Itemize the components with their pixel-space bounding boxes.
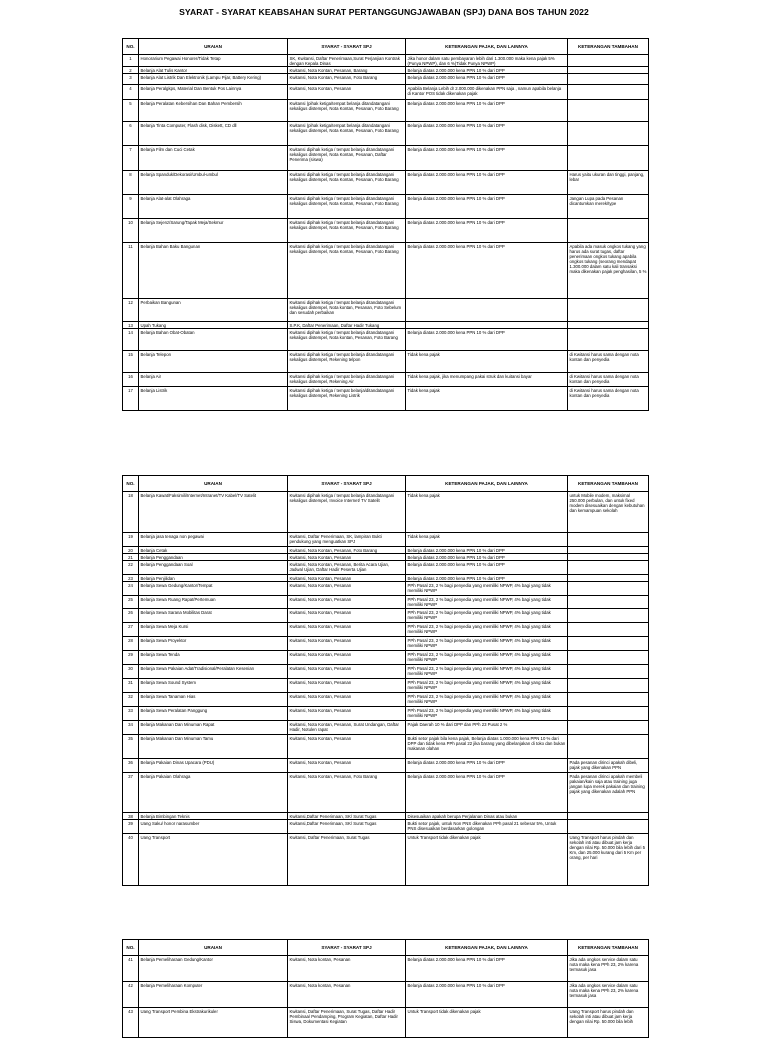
table-row	[123, 67, 649, 74]
cell-no: 22	[123, 561, 139, 575]
cell-keterangan-tambahan	[568, 651, 649, 665]
cell-keterangan-tambahan	[568, 735, 649, 759]
cell-keterangan-tambahan	[568, 679, 649, 693]
cell-keterangan-tambahan	[568, 637, 649, 651]
cell-syarat-spj: Kwitansi dipihak ketiga / tempat belanja ditandatangani sekaligus distempel, Nota kontan, Pesanan, Foto Sebelum dan sesudah perbaikan	[288, 299, 406, 322]
cell-keterangan-tambahan	[568, 665, 649, 679]
cell-keterangan-pajak: PPh Pasal 23, 2 % bagi penyedia yang memiliki NPWP, 4% bagi yang tidak memiliki NPWP	[406, 623, 568, 637]
cell-keterangan-pajak: Belanja diatas 2.000.000 kena PPN 10 % dari DPP	[406, 74, 568, 85]
cell-syarat-spj: Kwitansi, Nota Kontan, Pesanan	[288, 596, 406, 609]
cell-no: 23	[123, 575, 139, 582]
cell-keterangan-tambahan	[568, 547, 649, 554]
cell-keterangan-tambahan	[568, 707, 649, 721]
table-row	[123, 637, 649, 651]
cell-keterangan-pajak: Belanja diatas 2.000.000 kena PPN 10 % dari DPP	[406, 195, 568, 219]
table-row	[123, 834, 649, 886]
table-row	[123, 492, 649, 533]
cell-keterangan-pajak: Belanja diatas 2.000.000 kena PPN 10 % dari DPP	[406, 67, 568, 74]
cell-uraian: Perbaikan Bangunan	[139, 299, 288, 322]
cell-syarat-spj: Kwitansi, Nota Kontan, Pesanan	[288, 707, 406, 721]
cell-no: 37	[123, 773, 139, 813]
cell-no: 18	[123, 492, 139, 533]
cell-keterangan-tambahan	[568, 623, 649, 637]
cell-uraian: Belanja Peralatan Kebersihan Dan Bahan Pembersih	[139, 100, 288, 122]
cell-syarat-spj: Kwitansi,Daftar Penerimaan, SK/ Surat Tugas	[288, 820, 406, 834]
cell-keterangan-pajak: Disesuaikan apakah berupa Perjalanan Dinas atau bukan	[406, 813, 568, 820]
table-row	[123, 74, 649, 85]
table-row	[123, 219, 649, 243]
cell-keterangan-pajak: Tidak kena pajak	[406, 351, 568, 373]
cell-keterangan-tambahan	[568, 575, 649, 582]
cell-keterangan-pajak	[406, 299, 568, 322]
cell-uraian: Belanja Spanduk/Dekorasi/Umbul-umbul	[139, 171, 288, 195]
cell-keterangan-pajak: Belanja diatas 2.000.000 kena PPN 10 % dari DPP	[406, 759, 568, 773]
cell-no: 19	[123, 533, 139, 547]
table-row	[123, 956, 649, 982]
cell-no: 8	[123, 171, 139, 195]
table-row	[123, 85, 649, 100]
cell-syarat-spj: Kwitansi (pihak ketiga/tempat belanja ditandatangani sekaligus distempel, Nota Kontan, Pesanan, Foto Barang	[288, 122, 406, 146]
cell-uraian: Belanja Sewa Peralatan Panggung	[139, 707, 288, 721]
cell-keterangan-pajak: Belanja diatas 2.000.000 kena PPN 10 % dari DPP	[406, 773, 568, 813]
cell-syarat-spj: Kwitansi, Nota Kontan, Pesanan, Surat Undangan, Daftar Hadir, Notulen rapat	[288, 721, 406, 735]
cell-syarat-spj: Kwitansi dipihak ketiga / tempat belanja ditandatangani sekaligus distempel, Nota Kontan, Pesanan, Foto Barang	[288, 195, 406, 219]
spj-table-3	[122, 939, 649, 1038]
cell-no: 31	[123, 679, 139, 693]
cell-no: 15	[123, 351, 139, 373]
cell-uraian: Belanja Air	[139, 373, 288, 387]
cell-keterangan-pajak: Bukti setor pajak bila kena pajak, Belanja diatas 1.000.000 kena PPN 10 % dari DPP dan tidak kena PPh pasal 22 jika barang yang dibelanjakan di toko dan bukan makanan olahan	[406, 735, 568, 759]
table-row	[123, 554, 649, 561]
cell-keterangan-pajak: Belanja diatas 2.000.000 kena PPN 10 % dari DPP	[406, 100, 568, 122]
table-row	[123, 329, 649, 351]
cell-keterangan-pajak: Belanja diatas 2.000.000 kena PPN 10 % dari DPP	[406, 575, 568, 582]
table-row	[123, 582, 649, 596]
cell-uraian: Belanja Pakaian Dinas Upacara (PDU)	[139, 759, 288, 773]
cell-syarat-spj: Kwitansi, Nota Kontan, Pesanan	[288, 609, 406, 623]
table-row	[123, 351, 649, 373]
cell-uraian: Belanja Sewa Sound System	[139, 679, 288, 693]
cell-keterangan-pajak: PPh Pasal 23, 2 % bagi penyedia yang memiliki NPWP, 4% bagi yang tidak memiliki NPWP	[406, 707, 568, 721]
cell-keterangan-pajak: PPh Pasal 23, 2 % bagi penyedia yang memiliki NPWP, 4% bagi yang tidak memiliki NPWP	[406, 679, 568, 693]
cell-keterangan-pajak: Belanja diatas 2.000.000 kena PPN 10 % dari DPP	[406, 547, 568, 554]
cell-syarat-spj: Kwitansi dipihak ketiga / tempat belanja ditandatangani sekaligus distempel, Rekening telpon	[288, 351, 406, 373]
cell-keterangan-tambahan	[568, 820, 649, 834]
cell-no: 11	[123, 243, 139, 299]
header-uraian: URAIAN	[139, 476, 288, 492]
cell-syarat-spj: Kwitansi, Nota Kontan, Pesanan	[288, 85, 406, 100]
table-row	[123, 609, 649, 623]
table-row	[123, 596, 649, 609]
table-row	[123, 547, 649, 554]
cell-keterangan-tambahan: untuk Mobile modem, maksimal 250.000 perbulan, dan untuk fixed modem disesuaikan dengan kebutuhan dan kemampuan sekolah	[568, 492, 649, 533]
table-row	[123, 561, 649, 575]
cell-keterangan-tambahan	[568, 74, 649, 85]
cell-keterangan-tambahan: Pada pesanan dirinci apakah membeli pakaian/kain saja atau training juga jangan lupa merek pakaian dan training pajak yang dikenakan adalah PPN	[568, 773, 649, 813]
cell-keterangan-tambahan: Jika ada ongkos service dalam satu nota maka kena PPh 23, 2% karena termasuk jasa	[568, 982, 649, 1008]
table-row	[123, 623, 649, 637]
table-row	[123, 195, 649, 219]
cell-uraian: Belanja Peralgkps, Material Dan Bentuk Pos Lainnya	[139, 85, 288, 100]
cell-uraian: Belanja Alat-alat Olahraga	[139, 195, 288, 219]
cell-keterangan-pajak: Belanja diatas 2.000.000 kena PPN 10 % dari DPP	[406, 219, 568, 243]
cell-uraian: Belanja Penggandaan	[139, 554, 288, 561]
cell-no: 40	[123, 834, 139, 886]
cell-keterangan-pajak: Belanja diatas 2.000.000 kena PPN 10 % dari DPP	[406, 561, 568, 575]
cell-keterangan-tambahan: di Kwitansi harus sama dengan nota kontan dan penyedia	[568, 373, 649, 387]
cell-uraian: Belanja Bimbingan Teknis	[139, 813, 288, 820]
cell-uraian: Belanja Makanan Dan Minuman Rapat	[139, 721, 288, 735]
header-keterangan-tambahan: KETERANGAN TAMBAHAN	[568, 940, 649, 956]
cell-no: 1	[123, 55, 139, 67]
cell-keterangan-pajak: Tidak kena pajak	[406, 387, 568, 411]
cell-uraian: Uang Transport	[139, 834, 288, 886]
cell-keterangan-tambahan	[568, 561, 649, 575]
cell-keterangan-tambahan	[568, 219, 649, 243]
cell-keterangan-pajak: Belanja diatas 2.000.000 kena PPN 10 % dari DPP	[406, 956, 568, 982]
cell-keterangan-pajak: PPh Pasal 23, 2 % bagi penyedia yang memiliki NPWP, 4% bagi yang tidak memiliki NPWP	[406, 596, 568, 609]
cell-no: 26	[123, 609, 139, 623]
cell-keterangan-tambahan	[568, 146, 649, 171]
cell-keterangan-tambahan: Pada pesanan dirinci apakah dibeli, pajak yang dikenakan PPN	[568, 759, 649, 773]
cell-syarat-spj: Kwitansi dipihak ketiga / tempat belanja ditandatangani sekaligus distempel, Nota Kontan, Pesanan, Daftar Penerima (siswa)	[288, 146, 406, 171]
cell-no: 4	[123, 85, 139, 100]
cell-keterangan-tambahan: di Kwitansi harus sama dengan nota kontan dan penyedia	[568, 351, 649, 373]
cell-uraian: Belanja Cetak	[139, 547, 288, 554]
cell-keterangan-pajak: PPh Pasal 23, 2 % bagi penyedia yang memiliki NPWP, 4% bagi yang tidak memiliki NPWP	[406, 582, 568, 596]
cell-uraian: Belanja Listrik	[139, 387, 288, 411]
header-syarat: SYARAT - SYARAT SPJ	[288, 476, 406, 492]
cell-keterangan-pajak: PPh Pasal 23, 2 % bagi penyedia yang memiliki NPWP, 4% bagi yang tidak memiliki NPWP	[406, 609, 568, 623]
cell-uraian: Belanja Sewa Tanaman Hias	[139, 693, 288, 707]
header-uraian: URAIAN	[139, 940, 288, 956]
cell-keterangan-tambahan	[568, 596, 649, 609]
table-row	[123, 982, 649, 1008]
cell-uraian: Belanja Sewa Meja Kursi	[139, 623, 288, 637]
cell-no: 32	[123, 693, 139, 707]
table-row	[123, 533, 649, 547]
cell-keterangan-tambahan: Jika ada ongkos service dalam satu nota maka kena PPh 23, 2% karena termasuk jasa	[568, 956, 649, 982]
cell-syarat-spj: Kwitansi, Nota Kontan, Pesanan	[288, 665, 406, 679]
spj-table-1	[122, 38, 649, 411]
cell-keterangan-pajak: Apabila Belanja Lebih dr 2.000.000 dikenakan PPN saja , namun apabila belanja di Kantor POS tidak dikenakan pajak	[406, 85, 568, 100]
cell-no: 30	[123, 665, 139, 679]
table-row	[123, 299, 649, 322]
cell-syarat-spj: Kwitansi dipihak ketiga / tempat belanja ditandatangani sekaligus distempel, Nota Kontan, Pesanan, Foto Barang	[288, 219, 406, 243]
cell-keterangan-tambahan	[568, 721, 649, 735]
cell-uraian: Belanja Sewa Proyektor	[139, 637, 288, 651]
cell-uraian: Belanja Sewa Sarana Mobilitas Darat	[139, 609, 288, 623]
cell-uraian: Belanja Penjilidan	[139, 575, 288, 582]
cell-keterangan-pajak: PPh Pasal 23, 2 % bagi penyedia yang memiliki NPWP, 4% bagi yang tidak memiliki NPWP	[406, 651, 568, 665]
cell-syarat-spj: Kwitansi, Nota Kontan, Pesanan, Berita Acara Ujian, Jadwal Ujian, Daftar Hadir Peserta Ujian	[288, 561, 406, 575]
header-keterangan-pajak: KETERANGAN PAJAK, DAN LAINNYA	[406, 39, 568, 55]
table-row	[123, 693, 649, 707]
cell-no: 35	[123, 735, 139, 759]
cell-keterangan-tambahan: Harus yaitu ukuran dan tinggi, panjang, lebar	[568, 171, 649, 195]
cell-uraian: Belanja Pemeliharaan Gedung/Kantor	[139, 956, 288, 982]
cell-syarat-spj: Kwitansi, Nota Kontan, Pesanan, Foto Barang	[288, 74, 406, 85]
cell-keterangan-tambahan: Uang Transport harus pindah dan sekolah inti atau dibuat jam kerja dengan nilai Rp. 50.000 bila lebih	[568, 1008, 649, 1038]
cell-keterangan-tambahan	[568, 329, 649, 351]
cell-keterangan-pajak: PPh Pasal 23, 2 % bagi penyedia yang memiliki NPWP, 4% bagi yang tidak memiliki NPWP	[406, 665, 568, 679]
header-no: NO.	[123, 39, 139, 55]
cell-keterangan-pajak: Belanja diatas 2.000.000 kena PPN 10 % dari DPP	[406, 329, 568, 351]
cell-keterangan-pajak: Jika honor dalam satu pembayaran lebih dari 1.300.000 maka kena pajak 5%(Punya NPWP), dan 6 %(Tidak Punya NPWP)	[406, 55, 568, 67]
cell-no: 39	[123, 820, 139, 834]
cell-keterangan-pajak: Tidak kena pajak	[406, 492, 568, 533]
cell-no: 34	[123, 721, 139, 735]
cell-no: 16	[123, 373, 139, 387]
cell-syarat-spj: Kwitansi, Nota Kontan, Pesanan, Barang	[288, 67, 406, 74]
cell-syarat-spj: Kwitansi, Nota Kontan, Pesanan, Foto Barang	[288, 547, 406, 554]
cell-keterangan-tambahan: di Kwitansi harus sama dengan nota kontan dan penyedia	[568, 387, 649, 411]
cell-syarat-spj: Kwitansi dipihak ketiga / tempat belanja ditandatangani sekaligus distempel, Nota kontan, Pesanan, Foto Barang	[288, 329, 406, 351]
header-no: NO.	[123, 476, 139, 492]
cell-syarat-spj: SK, Kwitansi, Daftar Penerimaan,Surat Perjanjian Kontrak dengan Kepala Dinas	[288, 55, 406, 67]
table-row	[123, 146, 649, 171]
cell-syarat-spj: Kwitansi,Daftar Penerimaan, SK/ Surat Tugas	[288, 813, 406, 820]
cell-no: 7	[123, 146, 139, 171]
cell-uraian: Belanja Bahan Baku Bangunan	[139, 243, 288, 299]
cell-keterangan-tambahan	[568, 122, 649, 146]
cell-keterangan-tambahan	[568, 85, 649, 100]
cell-keterangan-tambahan: Apabila ada masuk ongkos tukang yang harus ada surat tugas, daftar penerimaan ongkos tukang apabila ongkos tukang (seorang mendapat 1.300.000 dalam satu kali transaksi maka dikenakan pajak penghasilan, 5 %	[568, 243, 649, 299]
cell-keterangan-pajak: Belanja diatas 2.000.000 kena PPN 10 % dari DPP	[406, 982, 568, 1008]
cell-syarat-spj: Kwitansi, Nota Kontan, Pesanan	[288, 637, 406, 651]
cell-uraian: Belanja Telepon	[139, 351, 288, 373]
cell-keterangan-pajak	[406, 322, 568, 329]
cell-uraian: Belanja Sewa Gedung/Kantor/Tempat	[139, 582, 288, 596]
cell-no: 28	[123, 637, 139, 651]
cell-keterangan-pajak: Belanja diatas 2.000.000 kena PPN 10 % dari DPP	[406, 171, 568, 195]
cell-keterangan-tambahan	[568, 533, 649, 547]
table-row	[123, 679, 649, 693]
cell-syarat-spj: Kwitansi, Daftar Penerimaan, Surat Tugas, Daftar Hadir Pembinaa/ Pendamping, Program Kegiatan, Daftar Hadir Siswa, Dokumentasi Kegiatan	[288, 1008, 406, 1038]
spj-table-2	[122, 475, 649, 886]
header-no: NO.	[123, 940, 139, 956]
cell-keterangan-tambahan: Jangan Lupa pada Pesanan dicantumkan merek/type	[568, 195, 649, 219]
cell-uraian: Belanja Alat Listrik Dan Elektronik (Lampu Pijar, Battery Kering)	[139, 74, 288, 85]
cell-syarat-spj: Kwitansi, Nota Kontan, Pesanan	[288, 575, 406, 582]
cell-syarat-spj: Kwitansi, Nota Kontan, Pesanan	[288, 679, 406, 693]
cell-no: 21	[123, 554, 139, 561]
cell-syarat-spj: Kwitansi dipihak ketiga / tempat belanja ditandatangani sekaligus distempel, Rekening Air	[288, 373, 406, 387]
cell-keterangan-pajak: Belanja diatas 2.000.000 kena PPN 10 % dari DPP	[406, 122, 568, 146]
cell-keterangan-tambahan	[568, 322, 649, 329]
cell-no: 14	[123, 329, 139, 351]
cell-keterangan-tambahan: Uang Transport harus pindah dan sekolah inti atau dibuat jam kerja dengan nilai Rp. 50.000 bila lebih dari 5 Km, dan 25.000 kurang dari 5 Km per orang, per hari	[568, 834, 649, 886]
cell-keterangan-tambahan	[568, 55, 649, 67]
cell-no: 3	[123, 74, 139, 85]
cell-keterangan-tambahan	[568, 693, 649, 707]
table-row	[123, 721, 649, 735]
table-row	[123, 373, 649, 387]
cell-keterangan-pajak: PPh Pasal 23, 2 % bagi penyedia yang memiliki NPWP, 4% bagi yang tidak memiliki NPWP	[406, 693, 568, 707]
cell-no: 20	[123, 547, 139, 554]
cell-keterangan-pajak: Untuk Transport tidak dikenakan pajak	[406, 834, 568, 886]
table-row	[123, 575, 649, 582]
cell-keterangan-tambahan	[568, 67, 649, 74]
cell-syarat-spj: Kwitansi, Nota Kontan, Pesanan	[288, 554, 406, 561]
table-row	[123, 171, 649, 195]
header-keterangan-pajak: KETERANGAN PAJAK, DAN LAINNYA	[406, 476, 568, 492]
table-row	[123, 813, 649, 820]
cell-no: 33	[123, 707, 139, 721]
cell-syarat-spj: Kwitansi dipihak ketiga / tempat belanja/ditandatangani sekaligus distempel, Rekening Listrik	[288, 387, 406, 411]
cell-uraian: Belanja jasa tenaga non pegawai	[139, 533, 288, 547]
cell-uraian: Belanja Tinta Computer, Flash disk, Diskett, CD dll	[139, 122, 288, 146]
cell-syarat-spj: Kwitansi (pihak ketiga/tempat belanja ditandatangani sekaligus distempel, Nota Kontan, Pesanan, Foto Barang	[288, 100, 406, 122]
cell-keterangan-tambahan	[568, 609, 649, 623]
cell-uraian: Uang Transport Pembina Ekstrakurikuler	[139, 1008, 288, 1038]
cell-syarat-spj: Kwitansi, Nota Kontan, Pesanan	[288, 735, 406, 759]
cell-syarat-spj: Kwitansi dipihak ketiga / tempat belanja ditandatangani sekaligus distempel, Nota Kontan, Pesanan, Foto Barang	[288, 243, 406, 299]
cell-uraian: Honorarium Pegawai Honorer/Tidak Tetap	[139, 55, 288, 67]
cell-uraian: Upah Tukang	[139, 322, 288, 329]
cell-keterangan-tambahan	[568, 582, 649, 596]
table-row	[123, 100, 649, 122]
header-keterangan-tambahan: KETERANGAN TAMBAHAN	[568, 476, 649, 492]
cell-no: 24	[123, 582, 139, 596]
table-row	[123, 387, 649, 411]
cell-syarat-spj: Kwitansi, Nota Kontan, Pesanan	[288, 759, 406, 773]
cell-no: 12	[123, 299, 139, 322]
cell-keterangan-pajak: Pajak Daerah 10 % dari DPP dan PPh 23 Pusat 2 %	[406, 721, 568, 735]
table-row	[123, 665, 649, 679]
cell-no: 6	[123, 122, 139, 146]
cell-syarat-spj: S.P.K, Daftar Penerimaan, Daftar Hadir Tukang	[288, 322, 406, 329]
table-header-row	[123, 940, 649, 956]
page-title: SYARAT - SYARAT KEABSAHAN SURAT PERTANGGUNGJAWABAN (SPJ) DANA BOS TAHUN 2022	[179, 7, 589, 17]
cell-no: 25	[123, 596, 139, 609]
table-row	[123, 122, 649, 146]
cell-uraian: Belanja Bahan Obat-Obatan	[139, 329, 288, 351]
table-row	[123, 820, 649, 834]
cell-uraian: Belanja Film dan Cuci Cetak	[139, 146, 288, 171]
cell-keterangan-pajak: Tidak kena pajak	[406, 533, 568, 547]
cell-uraian: Belanja Sewa Pakaian Adat/Tradisional/Peralatan Kesenian	[139, 665, 288, 679]
cell-syarat-spj: Kwitansi, Nota kontan, Pesanan	[288, 956, 406, 982]
table-header-row	[123, 39, 649, 55]
table-row	[123, 735, 649, 759]
cell-no: 17	[123, 387, 139, 411]
table-header-row	[123, 476, 649, 492]
cell-uraian: Belanja Makanan Dan Minuman Tamu	[139, 735, 288, 759]
table-row	[123, 243, 649, 299]
cell-keterangan-pajak: Belanja diatas 2.000.000 kena PPN 10 % dari DPP	[406, 146, 568, 171]
cell-uraian: Belanja Pemeliharaan Komputer	[139, 982, 288, 1008]
cell-syarat-spj: Kwitansi, Nota Kontan, Pesanan	[288, 651, 406, 665]
cell-uraian: Belanja Pakaian Olahraga	[139, 773, 288, 813]
cell-keterangan-tambahan	[568, 299, 649, 322]
table-row	[123, 759, 649, 773]
cell-no: 42	[123, 982, 139, 1008]
cell-keterangan-pajak: Tidak kena pajak, jika menumpang pakai struk dan kuitansi bayar	[406, 373, 568, 387]
cell-syarat-spj: Kwitansi, Nota Kontan, Pesanan	[288, 582, 406, 596]
cell-syarat-spj: Kwitansi, Daftar Penerimaan, SK, lampiran Bukti pendukung yang menguatkan SPJ	[288, 533, 406, 547]
header-uraian: URAIAN	[139, 39, 288, 55]
header-syarat: SYARAT - SYARAT SPJ	[288, 940, 406, 956]
table-row	[123, 707, 649, 721]
cell-no: 43	[123, 1008, 139, 1038]
cell-no: 2	[123, 67, 139, 74]
cell-no: 10	[123, 219, 139, 243]
cell-keterangan-tambahan	[568, 554, 649, 561]
cell-keterangan-pajak: Bukti setor pajak, untuk Non PNS dikenakan PPh pasal 21 sebesar 5%, Untuk PNS disesuaikan berdasarkan golongan	[406, 820, 568, 834]
cell-uraian: Belanja Penggandaan Soal	[139, 561, 288, 575]
cell-no: 41	[123, 956, 139, 982]
cell-no: 38	[123, 813, 139, 820]
cell-syarat-spj: Kwitansi dipihak ketiga / tempat belanja ditandatangani sekaligus distempel, Nota Kontan, Pesanan, Foto Barang	[288, 171, 406, 195]
cell-keterangan-pajak: PPh Pasal 23, 2 % bagi penyedia yang memiliki NPWP, 4% bagi yang tidak memiliki NPWP	[406, 637, 568, 651]
cell-uraian: Belanja Sewa Ruang Rapat/Pertemuan	[139, 596, 288, 609]
cell-no: 36	[123, 759, 139, 773]
cell-no: 9	[123, 195, 139, 219]
table-row	[123, 1008, 649, 1038]
cell-no: 29	[123, 651, 139, 665]
cell-no: 13	[123, 322, 139, 329]
cell-no: 5	[123, 100, 139, 122]
table-row	[123, 55, 649, 67]
cell-keterangan-pajak: Belanja diatas 2.000.000 kena PPN 10 % dari DPP	[406, 243, 568, 299]
cell-keterangan-tambahan	[568, 100, 649, 122]
cell-syarat-spj: Kwitansi, Nota kontan, Pesanan	[288, 982, 406, 1008]
cell-uraian: Belanja Sewa Tenda	[139, 651, 288, 665]
cell-syarat-spj: Kwitansi, Nota Kontan, Pesanan, Foto Barang	[288, 773, 406, 813]
cell-syarat-spj: Kwitansi, Nota Kontan, Pesanan	[288, 693, 406, 707]
table-row	[123, 773, 649, 813]
cell-uraian: Belanja Sejenz/Sarung/Tapak Meja/Sekmur	[139, 219, 288, 243]
cell-uraian: Belanja Alat Tulis Kantor	[139, 67, 288, 74]
table-row	[123, 651, 649, 665]
header-keterangan-pajak: KETERANGAN PAJAK, DAN LAINNYA	[406, 940, 568, 956]
cell-no: 27	[123, 623, 139, 637]
cell-syarat-spj: Kwitansi dipihak ketiga / tempat belanja ditandatangani sekaligus distempel, Invoice Internet/ TV Satelit	[288, 492, 406, 533]
cell-uraian: Uang Saku/ honor narasumber	[139, 820, 288, 834]
cell-keterangan-tambahan	[568, 813, 649, 820]
header-syarat: SYARAT - SYARAT SPJ	[288, 39, 406, 55]
header-keterangan-tambahan: KETERANGAN TAMBAHAN	[568, 39, 649, 55]
cell-syarat-spj: Kwitansi, Nota Kontan, Pesanan	[288, 623, 406, 637]
cell-keterangan-pajak: Untuk Transport tidak dikenakan pajak	[406, 1008, 568, 1038]
cell-keterangan-pajak: Belanja diatas 2.000.000 kena PPN 10 % dari DPP	[406, 554, 568, 561]
cell-syarat-spj: Kwitansi, Daftar Penerimaan, Surat Tugas	[288, 834, 406, 886]
cell-uraian: Belanja Kawat/Faksimili/Internet/Intranet/TV Kabel/TV Satelit	[139, 492, 288, 533]
table-row	[123, 322, 649, 329]
